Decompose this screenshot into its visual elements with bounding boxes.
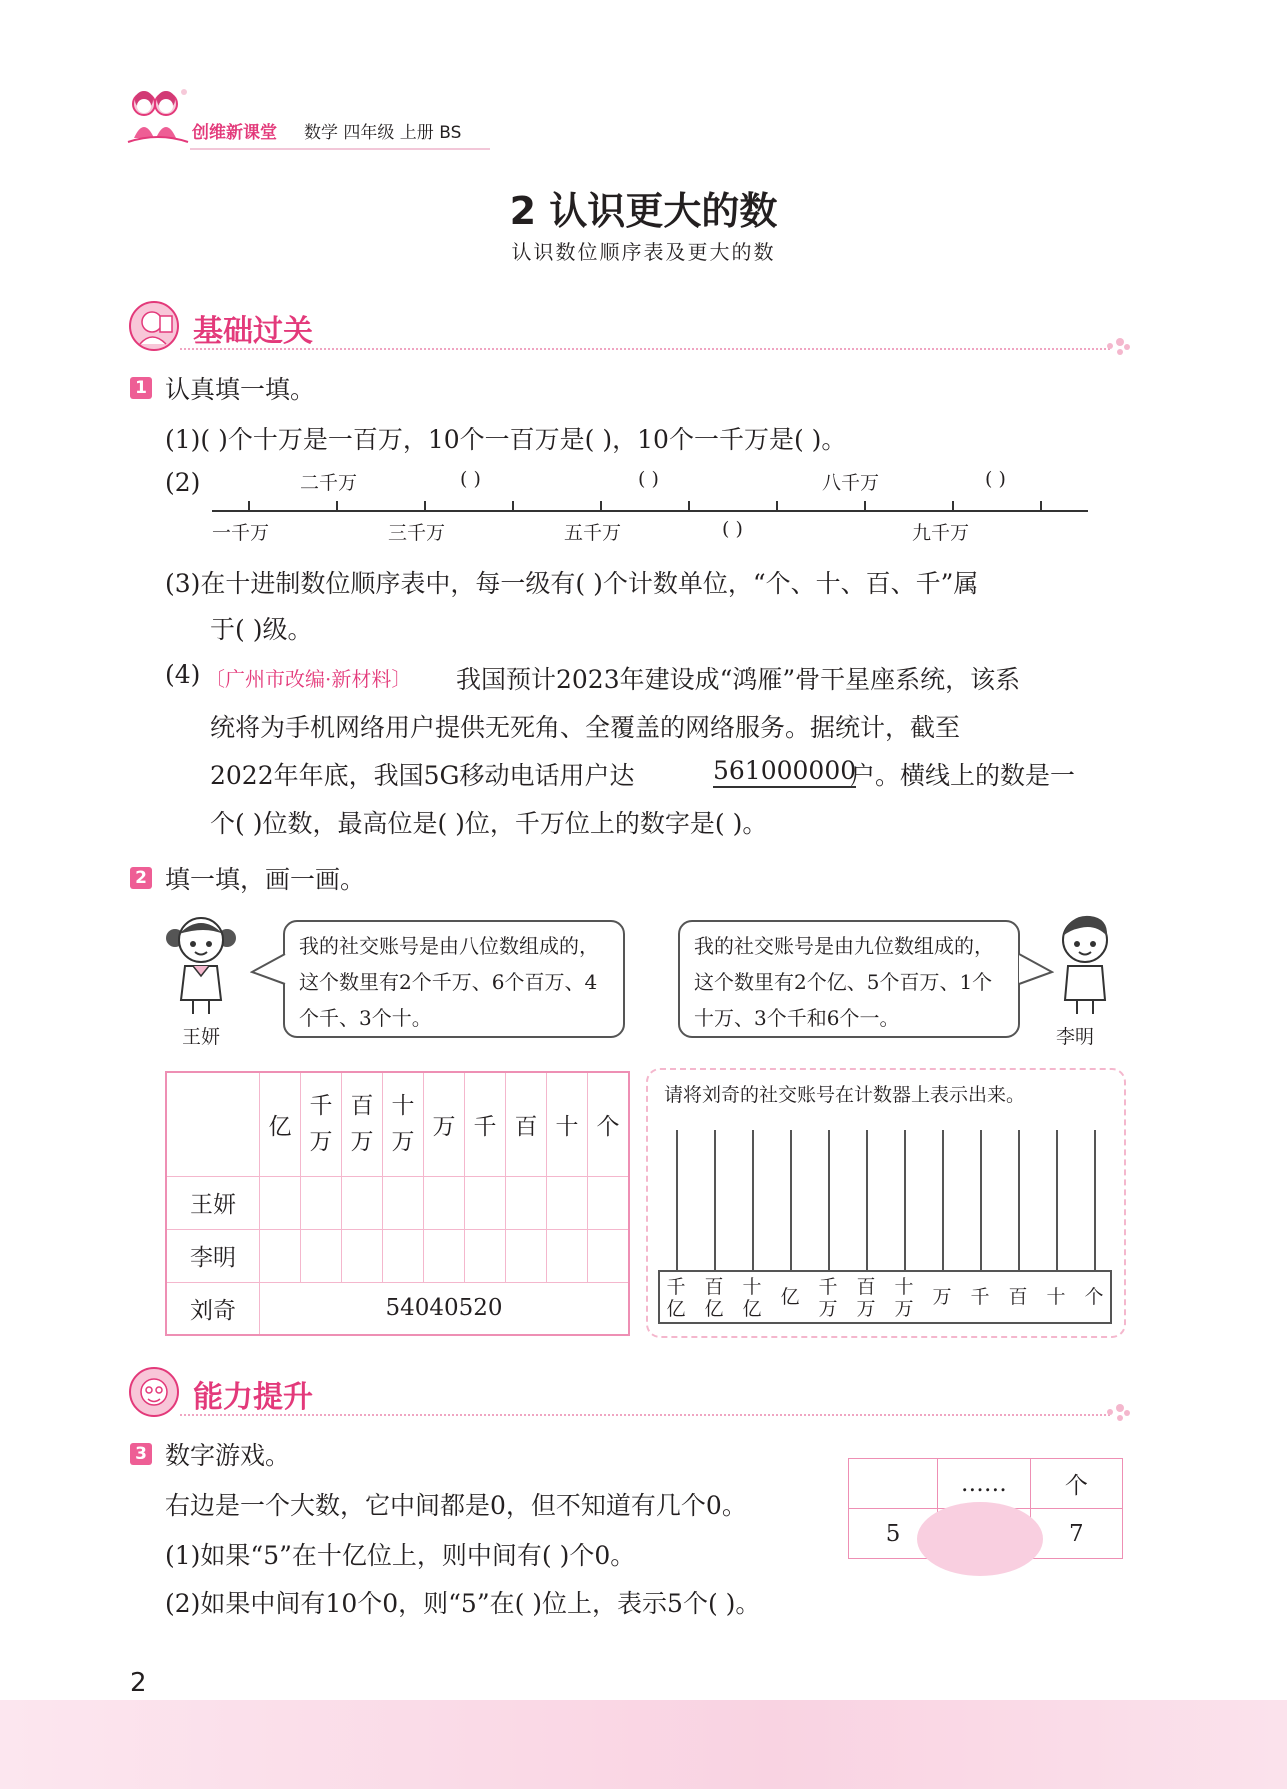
abacus-rod[interactable] — [752, 1130, 754, 1270]
unit-cell: 个 — [1030, 1459, 1122, 1509]
teacher-avatar-icon — [128, 300, 180, 352]
nl-top-4: 八千万 — [822, 472, 880, 494]
abacus-rod[interactable] — [1018, 1130, 1020, 1270]
q1-part4-line3b: 户。横线上的数是一 — [850, 761, 1076, 790]
abacus-label: 百亿 — [704, 1276, 724, 1320]
header-qian: 千 — [465, 1072, 506, 1176]
header-wan: 万 — [424, 1072, 465, 1176]
liuqi-number: 54040520 — [260, 1282, 630, 1335]
nl-bottom-5: 九千万 — [912, 522, 970, 544]
table-row — [166, 1229, 629, 1282]
abacus-label: 个 — [1084, 1286, 1104, 1308]
abacus-instruction: 请将刘奇的社交账号在计数器上表示出来。 — [664, 1084, 1026, 1106]
girl-name: 王妍 — [182, 1026, 221, 1048]
q3-intro: 右边是一个大数，它中间都是0，但不知道有几个0。 — [165, 1491, 747, 1520]
section-title-advanced: 能力提升 — [193, 1380, 313, 1415]
header-shi: 十 — [547, 1072, 588, 1176]
table-corner — [166, 1072, 260, 1176]
question-number-1: 1 — [130, 377, 152, 399]
nl-bottom-2: 三千万 — [388, 522, 446, 544]
place-value-table — [165, 1071, 630, 1336]
header-yi: 亿 — [260, 1072, 301, 1176]
abacus-rod[interactable] — [866, 1130, 868, 1270]
abacus-rod[interactable] — [942, 1130, 944, 1270]
header-text: 十万 — [391, 1093, 415, 1156]
abacus-label: 千 — [970, 1286, 990, 1308]
q1-part4-prefix: (4) — [165, 660, 201, 689]
q1-title: 认真填一填。 — [165, 375, 316, 404]
q1-part1: (1)( )个十万是一百万，10个一百万是( )，10个一千万是( )。 — [165, 425, 847, 454]
abacus-label: 百万 — [856, 1276, 876, 1320]
header-qianwan — [301, 1072, 342, 1176]
abacus-label: 万 — [932, 1286, 952, 1308]
nl-top-3: ( ) — [638, 468, 659, 490]
lesson-subtitle: 认识数位顺序表及更大的数 — [511, 240, 776, 264]
answer-cell[interactable] — [424, 1229, 465, 1282]
table-row — [166, 1282, 629, 1335]
boy-name: 李明 — [1056, 1026, 1095, 1048]
answer-cell[interactable] — [383, 1229, 424, 1282]
q1-part4-line2: 统将为手机网络用户提供无死角、全覆盖的网络服务。据统计，截至 — [210, 713, 961, 742]
section-divider — [180, 348, 1110, 350]
digit-cell — [849, 1459, 938, 1509]
boy-character-icon — [1050, 908, 1120, 1016]
section-divider — [180, 1414, 1110, 1416]
girl-speech-bubble: 我的社交账号是由八位数组成的，这个数里有2个千万、6个百万、4个千、3个十。 — [283, 920, 625, 1038]
answer-cell[interactable] — [424, 1176, 465, 1229]
header-text: 千万 — [309, 1093, 333, 1156]
answer-cell[interactable] — [506, 1229, 547, 1282]
answer-cell[interactable] — [383, 1176, 424, 1229]
cover-blob — [917, 1502, 1043, 1576]
header-ge: 个 — [588, 1072, 630, 1176]
question-number-2: 2 — [130, 867, 152, 889]
abacus-label: 亿 — [780, 1286, 800, 1308]
answer-cell[interactable] — [301, 1229, 342, 1282]
dots-decoration-icon — [1106, 1402, 1130, 1422]
nl-top-2: ( ) — [460, 468, 481, 490]
digit-right: 7 — [1030, 1509, 1122, 1559]
header-shiwan — [383, 1072, 424, 1176]
abacus-label: 千万 — [818, 1276, 838, 1320]
bubble-tail — [1018, 950, 1054, 990]
answer-cell[interactable] — [342, 1229, 383, 1282]
answer-cell[interactable] — [260, 1229, 301, 1282]
answer-cell[interactable] — [547, 1229, 588, 1282]
nl-bottom-1: 一千万 — [212, 522, 270, 544]
q1-part3-line2: 于( )级。 — [210, 615, 313, 644]
abacus-label: 百 — [1008, 1286, 1028, 1308]
underlined-number: 561000000 — [713, 756, 856, 788]
q3-title: 数字游戏。 — [165, 1441, 291, 1470]
abacus-rod[interactable] — [828, 1130, 830, 1270]
answer-cell[interactable] — [588, 1176, 630, 1229]
abacus-label: 千亿 — [666, 1276, 686, 1320]
answer-cell[interactable] — [301, 1176, 342, 1229]
answer-cell[interactable] — [465, 1229, 506, 1282]
header-text: 百万 — [350, 1093, 374, 1156]
header-divider — [190, 148, 490, 150]
q3-part1: (1)如果“5”在十亿位上，则中间有( )个0。 — [165, 1541, 636, 1570]
q2-title: 填一填，画一画。 — [165, 865, 366, 894]
q1-source-tag: 〔广州市改编·新材料〕 — [205, 667, 412, 691]
lesson-title: 2 认识更大的数 — [509, 189, 778, 233]
kids-logo-icon — [122, 86, 194, 150]
q1-part4-line4: 个( )位数，最高位是( )位，千万位上的数字是( )。 — [210, 809, 768, 838]
abacus-label: 十 — [1046, 1286, 1066, 1308]
row-label-liuqi: 刘奇 — [166, 1282, 260, 1335]
number-line — [210, 496, 1090, 518]
row-label-wangyan: 王妍 — [166, 1176, 260, 1229]
answer-cell[interactable] — [506, 1176, 547, 1229]
section-title-basic: 基础过关 — [193, 314, 313, 349]
abacus-rod[interactable] — [1056, 1130, 1058, 1270]
q1-part2-label: (2) — [165, 468, 201, 497]
nl-top-5: ( ) — [985, 468, 1006, 490]
answer-cell[interactable] — [342, 1176, 383, 1229]
page-number: 2 — [130, 1668, 147, 1698]
abacus-rod[interactable] — [980, 1130, 982, 1270]
table-row — [166, 1176, 629, 1229]
header-bai: 百 — [506, 1072, 547, 1176]
abacus-label: 十万 — [894, 1276, 914, 1320]
header-baiwan — [342, 1072, 383, 1176]
q1-part4-line1: 我国预计2023年建设成“鸿雁”骨干星座系统，该系 — [456, 665, 1021, 694]
abacus-rod[interactable] — [1094, 1130, 1096, 1270]
abacus-rod[interactable] — [790, 1130, 792, 1270]
nl-bottom-4: ( ) — [722, 518, 743, 540]
q1-part3-line1: (3)在十进制数位顺序表中，每一级有( )个计数单位，“个、十、百、千”属 — [165, 569, 979, 598]
boy-speech-bubble: 我的社交账号是由九位数组成的，这个数里有2个亿、5个百万、1个十万、3个千和6个一。 — [678, 920, 1020, 1038]
bubble-tail — [250, 950, 286, 990]
answer-cell[interactable] — [547, 1176, 588, 1229]
girl-character-icon — [165, 908, 237, 1016]
nl-bottom-3: 五千万 — [564, 522, 622, 544]
digit-left: 5 — [849, 1509, 938, 1559]
dots-decoration-icon — [1106, 336, 1130, 356]
question-number-3: 3 — [130, 1443, 152, 1465]
row-label-liming: 李明 — [166, 1229, 260, 1282]
abacus-label: 十亿 — [742, 1276, 762, 1320]
answer-cell[interactable] — [465, 1176, 506, 1229]
abacus-rod[interactable] — [904, 1130, 906, 1270]
abacus-rod[interactable] — [714, 1130, 716, 1270]
q3-part2: (2)如果中间有10个0，则“5”在( )位上，表示5个( )。 — [165, 1589, 761, 1618]
dots-cell: …… — [938, 1459, 1031, 1509]
course-info: 数学 四年级 上册 BS — [304, 123, 462, 143]
q1-part4-line3a: 2022年年底，我国5G移动电话用户达 — [210, 761, 635, 790]
nl-top-1: 二千万 — [300, 472, 358, 494]
footer-band — [0, 1700, 1287, 1789]
brand-name: 创维新课堂 — [192, 123, 277, 143]
grandpa-avatar-icon — [128, 1366, 180, 1418]
answer-cell[interactable] — [588, 1229, 630, 1282]
answer-cell[interactable] — [260, 1176, 301, 1229]
abacus-rod[interactable] — [676, 1130, 678, 1270]
